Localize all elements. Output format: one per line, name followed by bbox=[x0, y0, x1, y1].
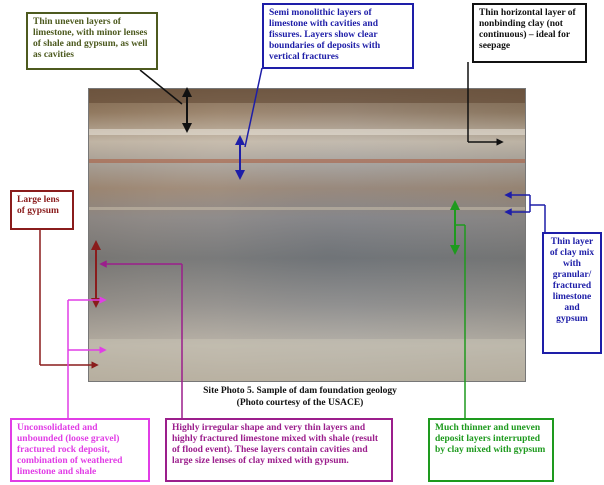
annotation-irregular-shape-text: Highly irregular shape and very thin layers and highly fractured limestone mixed with shale (result of flood event). These layers contain cavities and large size lenses of clay mixed with gypsum. bbox=[172, 423, 378, 466]
photo-caption bbox=[150, 385, 450, 409]
annotation-unconsolidated-text: Unconsolidated and unbounded (loose gravel) fractured rock deposit, combination of weathered limestone and shale bbox=[17, 423, 123, 477]
semi-monolithic-leader bbox=[245, 68, 262, 147]
annotation-limestone-layers-text: Thin uneven layers of limestone, with minor lenses of shale and gypsum, as well as cavities bbox=[33, 17, 148, 60]
annotation-thinner-deposit-text: Much thinner and uneven deposit layers interrupted by clay mixed with gypsum bbox=[435, 423, 546, 455]
annotation-irregular-shape bbox=[165, 418, 393, 482]
annotation-gypsum-lens-text: Large lens of gypsum bbox=[17, 195, 60, 216]
annotation-semi-monolithic bbox=[262, 3, 414, 69]
annotation-gypsum-lens bbox=[10, 190, 74, 230]
annotation-unconsolidated bbox=[10, 418, 150, 482]
caption-line-2: (Photo courtesy of the USACE) bbox=[236, 398, 364, 408]
annotation-semi-monolithic-text: Semi monolithic layers of limestone with cavities and fissures. Layers show clear boundaries of deposits with vertical fractures bbox=[269, 8, 381, 62]
annotation-horizontal-clay-text: Thin horizontal layer of nonbinding clay (not continuous) – ideal for seepage bbox=[479, 8, 576, 51]
annotation-horizontal-clay bbox=[472, 3, 587, 63]
annotation-clay-mix-text: Thin layer of clay mix with granular/ fractured limestone and gypsum bbox=[549, 237, 595, 324]
caption-line-1: Site Photo 5. Sample of dam foundation geology bbox=[203, 386, 397, 396]
annotation-thinner-deposit bbox=[428, 418, 554, 482]
limestone-leader bbox=[140, 70, 182, 104]
annotation-limestone-layers bbox=[26, 12, 158, 70]
annotation-clay-mix bbox=[542, 232, 602, 354]
